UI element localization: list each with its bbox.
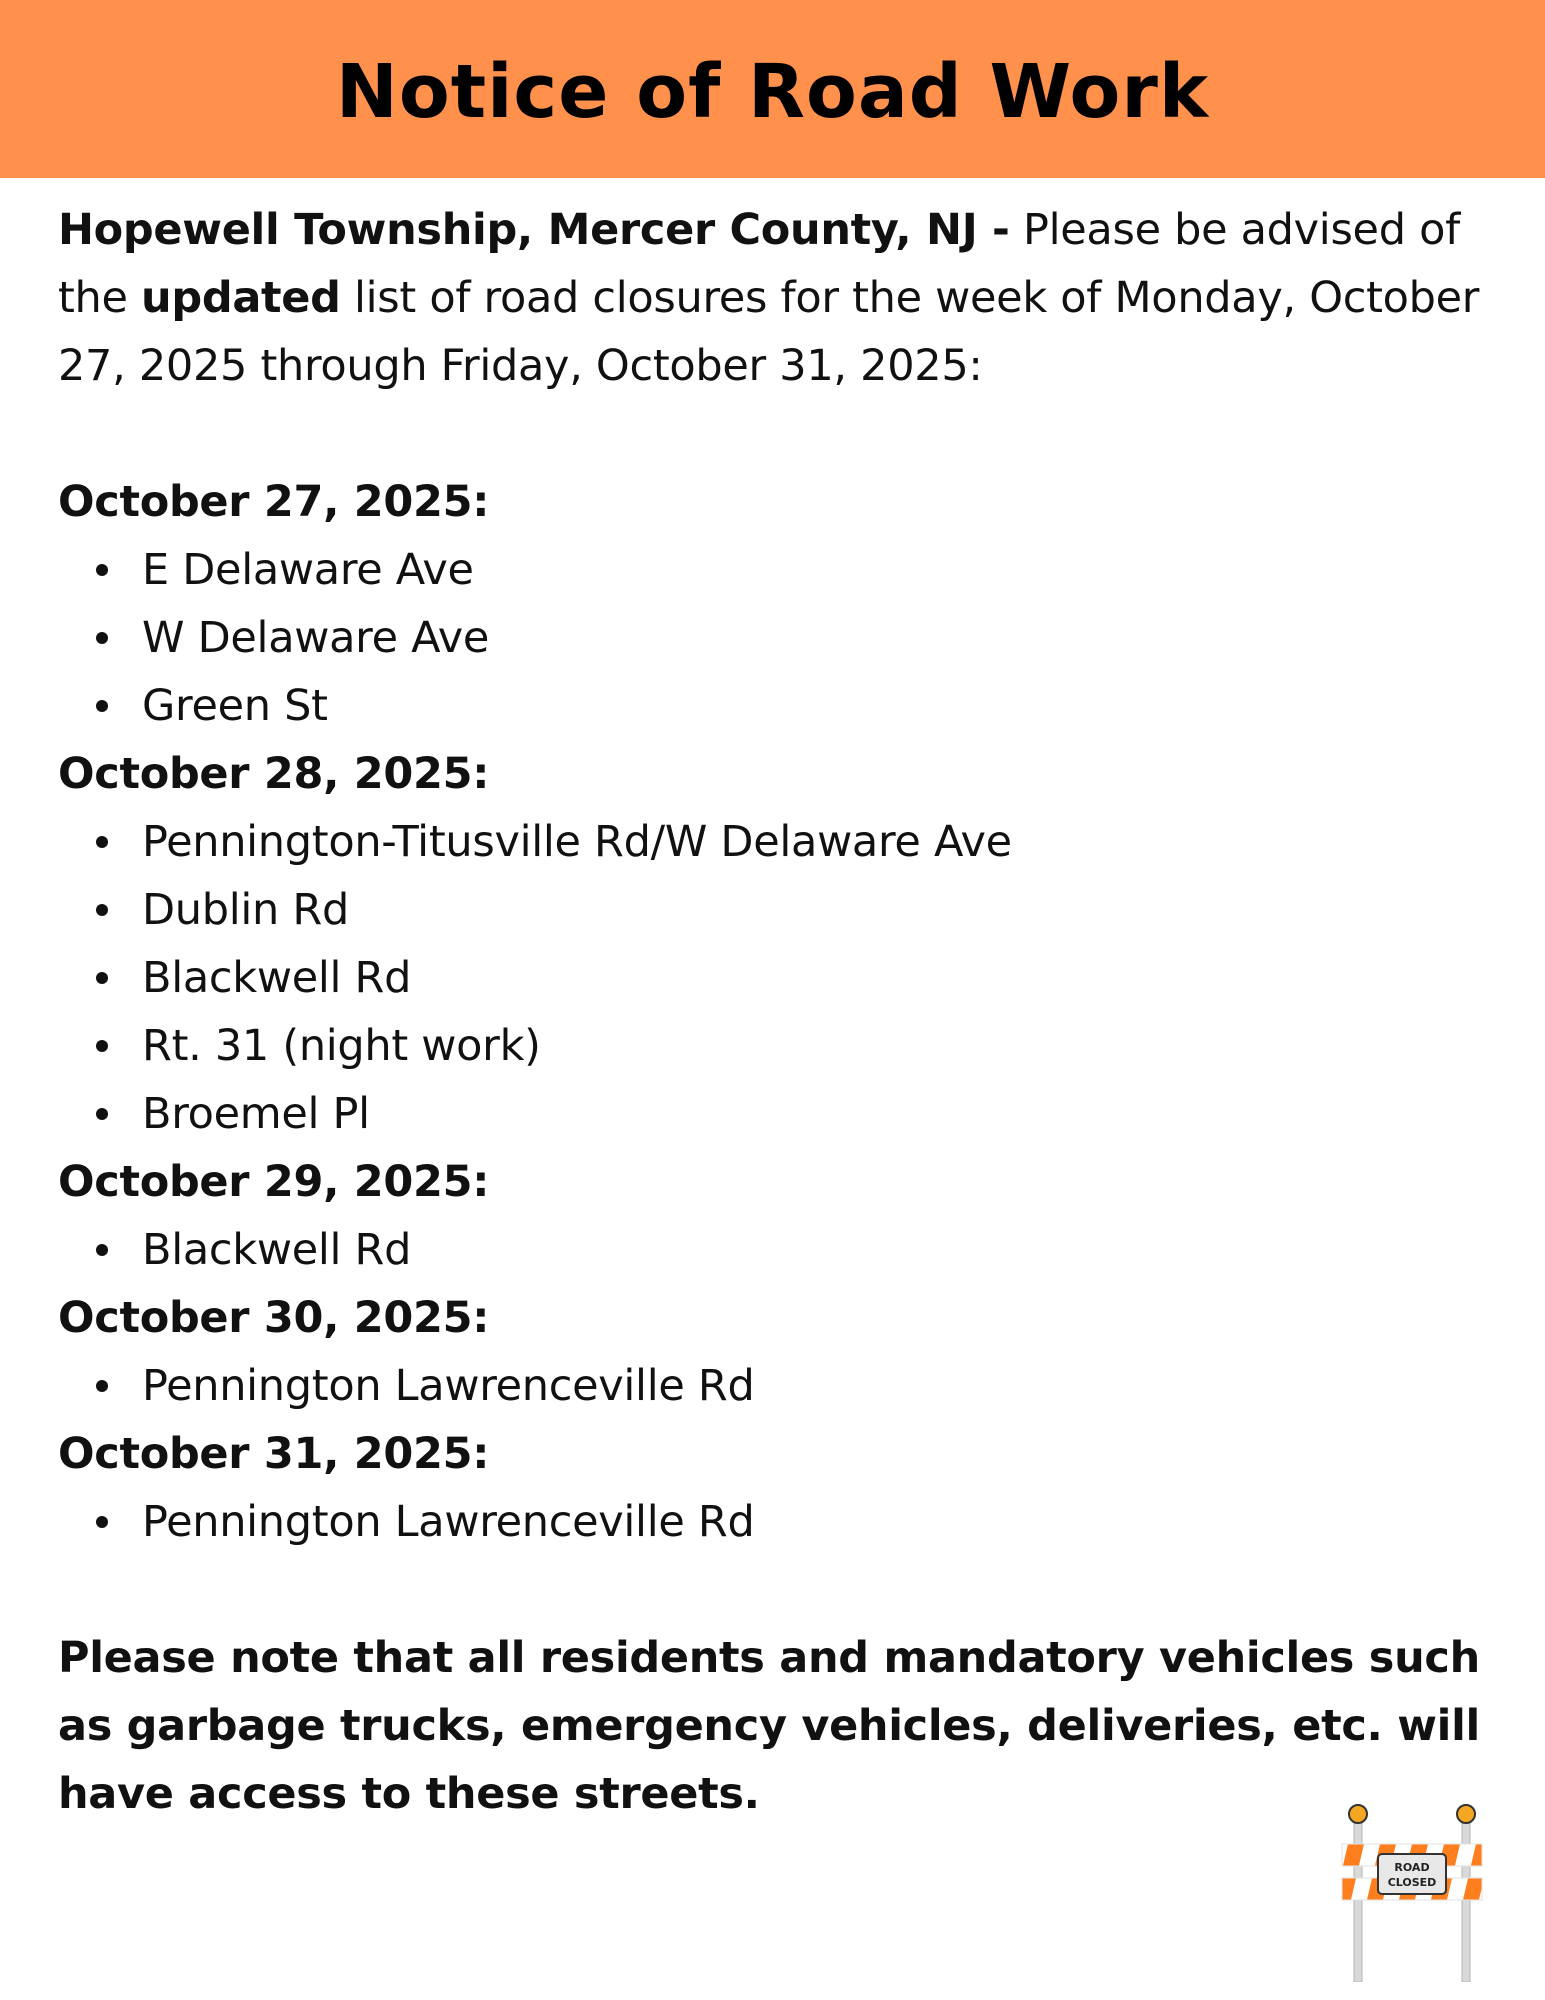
bullet-icon bbox=[96, 836, 108, 848]
day-heading: October 29, 2025: bbox=[58, 1157, 490, 1207]
road-closed-barricade-icon bbox=[1334, 1804, 1490, 1982]
bullet-icon bbox=[96, 1108, 108, 1120]
closure-list bbox=[58, 1488, 1498, 1556]
closure-schedule bbox=[58, 468, 1498, 1556]
closure-list bbox=[58, 1352, 1498, 1420]
list-item bbox=[58, 536, 1498, 604]
bullet-icon bbox=[96, 564, 108, 576]
bullet-icon bbox=[96, 632, 108, 644]
intro-paragraph bbox=[58, 196, 1498, 400]
road-name: E Delaware Ave bbox=[142, 545, 474, 595]
page-title: Notice of Road Work bbox=[335, 49, 1210, 135]
closure-list bbox=[58, 1216, 1498, 1284]
road-name: Broemel Pl bbox=[142, 1089, 370, 1139]
road-name: Blackwell Rd bbox=[142, 953, 412, 1003]
intro-updated: updated bbox=[141, 273, 341, 323]
bullet-icon bbox=[96, 1380, 108, 1392]
header-banner bbox=[0, 0, 1545, 178]
road-name: Pennington Lawrenceville Rd bbox=[142, 1361, 755, 1411]
access-note: Please note that all residents and mandatory vehicles such as garbage trucks, emergency vehicles, deliveries, etc. will have access to these streets. bbox=[58, 1633, 1480, 1819]
list-item bbox=[58, 808, 1498, 876]
bullet-icon bbox=[96, 700, 108, 712]
road-name: Pennington Lawrenceville Rd bbox=[142, 1497, 755, 1547]
intro-text-part1: Please be advised of the bbox=[58, 205, 1460, 323]
intro-text-part2: list of road closures for the week of Monday, October 27, 2025 through Friday, October 31, 2025: bbox=[58, 273, 1480, 391]
list-item bbox=[58, 1216, 1498, 1284]
day-heading: October 28, 2025: bbox=[58, 749, 490, 799]
day-heading: October 27, 2025: bbox=[58, 477, 490, 527]
list-item bbox=[58, 1488, 1498, 1556]
road-name: Green St bbox=[142, 681, 328, 731]
list-item bbox=[58, 944, 1498, 1012]
bullet-icon bbox=[96, 1040, 108, 1052]
list-item bbox=[58, 876, 1498, 944]
list-item bbox=[58, 672, 1498, 740]
list-item bbox=[58, 1080, 1498, 1148]
road-name: W Delaware Ave bbox=[142, 613, 490, 663]
road-name: Rt. 31 (night work) bbox=[142, 1021, 541, 1071]
road-name: Dublin Rd bbox=[142, 885, 349, 935]
notice-body bbox=[58, 196, 1498, 1828]
bullet-icon bbox=[96, 972, 108, 984]
day-heading: October 30, 2025: bbox=[58, 1293, 490, 1343]
closure-list bbox=[58, 808, 1498, 1148]
bullet-icon bbox=[96, 904, 108, 916]
bullet-icon bbox=[96, 1244, 108, 1256]
day-heading: October 31, 2025: bbox=[58, 1429, 490, 1479]
sign-text-line2: CLOSED bbox=[1387, 1876, 1437, 1889]
list-item bbox=[58, 1012, 1498, 1080]
list-item bbox=[58, 604, 1498, 672]
sign-text-line1: ROAD bbox=[1394, 1861, 1430, 1874]
bullet-icon bbox=[96, 1516, 108, 1528]
closure-list bbox=[58, 536, 1498, 740]
road-name: Pennington-Titusville Rd/W Delaware Ave bbox=[142, 817, 1012, 867]
list-item bbox=[58, 1352, 1498, 1420]
intro-location: Hopewell Township, Mercer County, NJ - bbox=[58, 205, 1010, 255]
road-name: Blackwell Rd bbox=[142, 1225, 412, 1275]
